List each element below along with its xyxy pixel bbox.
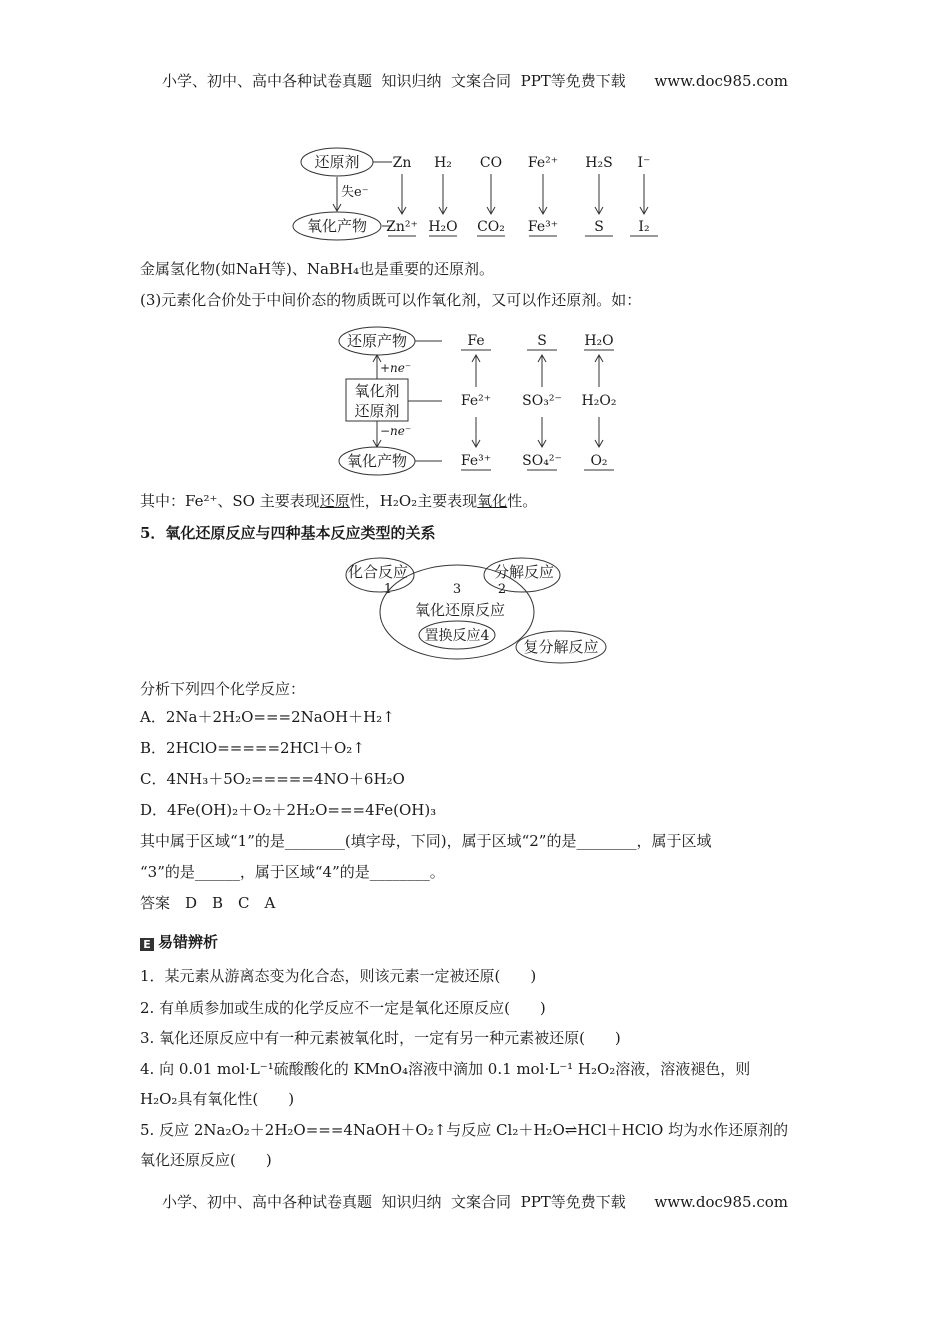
question-line-1: 其中属于区域“1”的是________(填字母，下同)，属于区域“2”的是________，属于区域 (140, 832, 712, 850)
displacement-label: 置换反应4 (424, 628, 490, 644)
option-c: C．4NH₃＋5O₂=====4NO＋6H₂O (140, 770, 405, 788)
intermediate-valence-note: (3)元素化合价处于中间价态的物质既可以作氧化剂，又可以作还原剂。如： (140, 291, 642, 309)
answer-line: 答案 D B C A (140, 894, 276, 912)
option-b: B．2HClO=====2HCl＋O₂↑ (140, 739, 365, 757)
answer-reduction: 还原 (319, 492, 350, 510)
product-3: Fe³⁺ (527, 219, 559, 235)
lose-electron-label: 失e⁻ (341, 185, 369, 200)
reduction-product-label: 还原产物 (346, 332, 408, 350)
reaction-type-venn (340, 555, 610, 665)
d2-r2-c1: SO₄²⁻ (522, 453, 562, 469)
section-5-title: 5．氧化还原反应与四种基本反应类型的关系 (140, 524, 436, 542)
product-5: I₂ (638, 219, 650, 235)
question-line-2: “3”的是______，属于区域“4”的是________。 (140, 863, 445, 881)
reductant-1: H₂ (434, 155, 452, 171)
hydride-note: 金属氢化物(如NaH等)、NaBH₄也是重要的还原剂。 (140, 260, 495, 278)
d2-r2-c0: Fe³⁺ (460, 453, 492, 469)
option-a: A．2Na＋2H₂O===2NaOH＋H₂↑ (140, 708, 395, 726)
product-1: H₂O (428, 219, 458, 235)
product-4: S (594, 219, 604, 235)
yicuo-tag-icon: E (140, 938, 154, 951)
reductant-mid-label: 还原剂 (354, 402, 400, 420)
redox-label: 氧化还原反应 (414, 601, 506, 619)
reductant-3: Fe²⁺ (527, 155, 559, 171)
error-item-5b: 氧化还原反应( ) (140, 1151, 272, 1169)
qizhong-line: 其中：Fe²⁺、SO 主要表现还原性，H₂O₂主要表现氧化性。 (140, 492, 538, 510)
error-item-5a: 5. 反应 2Na₂O₂＋2H₂O===4NaOH＋O₂↑与反应 Cl₂＋H₂O⇌HCl＋HClO 均为水作还原剂的 (140, 1121, 789, 1139)
product-0: Zn²⁺ (386, 219, 418, 235)
oxidant-label: 氧化剂 (354, 382, 400, 400)
d2-r1-c1: SO₃²⁻ (522, 393, 562, 409)
error-item-4a: 4. 向 0.01 mol·L⁻¹硫酸酸化的 KMnO₄溶液中滴加 0.1 mol·L⁻¹ H₂O₂溶液，溶液褪色，则 (140, 1060, 751, 1078)
reductant-4: H₂S (585, 155, 613, 171)
decomposition-label: 分解反应 (493, 563, 555, 581)
analyze-intro: 分析下列四个化学反应： (140, 680, 306, 698)
intermediate-valence-diagram (330, 322, 640, 482)
d2-r1-c2: H₂O₂ (581, 393, 617, 409)
option-d: D．4Fe(OH)₂＋O₂＋2H₂O===4Fe(OH)₃ (140, 801, 437, 819)
gain-electron-label: +ne⁻ (380, 361, 412, 375)
d2-r0-c2: H₂O (584, 333, 614, 349)
product-2: CO₂ (477, 219, 505, 235)
oxidation-product-label: 氧化产物 (306, 217, 368, 235)
reductant-label: 还原剂 (314, 153, 360, 171)
yicuo-heading: E 易错辨析 (140, 932, 218, 952)
reductant-diagram (290, 140, 670, 245)
d2-r2-c2: O₂ (590, 453, 608, 469)
d2-r1-c0: Fe²⁺ (460, 393, 492, 409)
combination-label: 化合反应 (347, 563, 409, 581)
region-3: 3 (452, 582, 462, 597)
oxidation-product-2-label: 氧化产物 (346, 452, 408, 470)
answer-oxidation: 氧化 (477, 492, 508, 510)
reductant-5: I⁻ (637, 155, 651, 171)
double-decomposition-label: 复分解反应 (523, 638, 599, 656)
page-footer: 小学、初中、高中各种试卷真题 知识归纳 文案合同 PPT等免费下载 www.doc985.com (161, 1193, 788, 1211)
d2-r0-c0: Fe (467, 333, 485, 349)
page-header: 小学、初中、高中各种试卷真题 知识归纳 文案合同 PPT等免费下载 www.doc985.com (161, 72, 788, 90)
lose-electron-2-label: −ne⁻ (380, 424, 412, 438)
error-item-2: 2. 有单质参加或生成的化学反应不一定是氧化还原反应( ) (140, 999, 546, 1017)
region-2: 2 (497, 582, 507, 597)
region-1: 1 (383, 582, 393, 597)
reductant-0: Zn (392, 155, 412, 171)
d2-r0-c1: S (537, 333, 547, 349)
error-item-1: 1．某元素从游离态变为化合态，则该元素一定被还原( ) (140, 967, 537, 985)
error-item-3: 3. 氧化还原反应中有一种元素被氧化时，一定有另一种元素被还原( ) (140, 1029, 621, 1047)
reductant-2: CO (479, 155, 503, 171)
error-item-4b: H₂O₂具有氧化性( ) (140, 1090, 295, 1108)
